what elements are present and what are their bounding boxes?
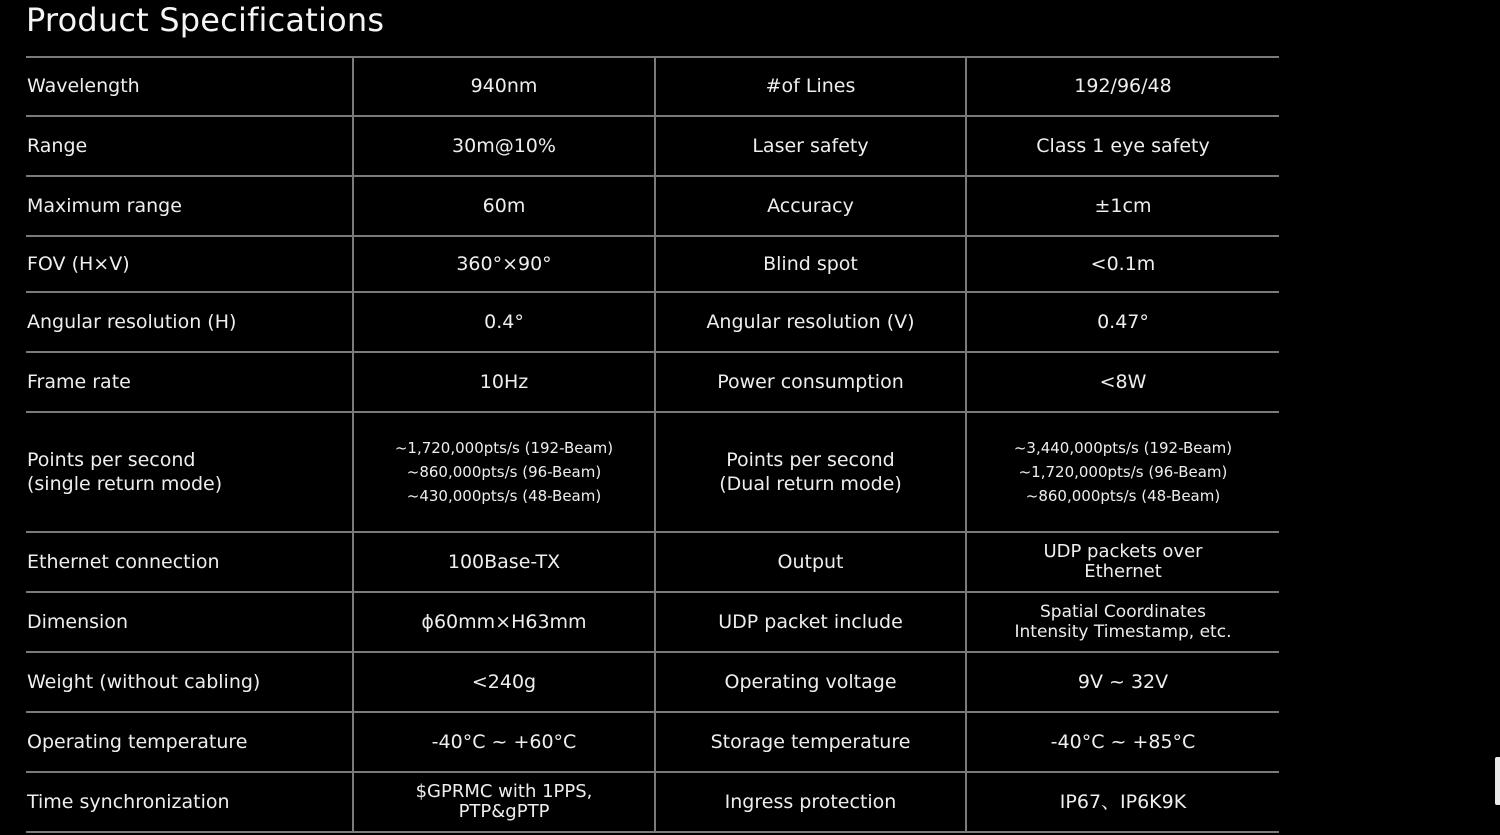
spec-value: ±1cm: [966, 176, 1279, 236]
spec-label: Operating voltage: [655, 652, 966, 712]
spec-label: Points per second (Dual return mode): [655, 412, 966, 532]
spec-value: Spatial Coordinates Intensity Timestamp, etc.: [966, 592, 1279, 652]
table-row: [26, 352, 1279, 412]
table-row: [26, 176, 1279, 236]
spec-label: Storage temperature: [655, 712, 966, 772]
table-row: [26, 652, 1279, 712]
spec-label: #of Lines: [655, 57, 966, 116]
table-row: [26, 712, 1279, 772]
spec-label: Power consumption: [655, 352, 966, 412]
spec-value: 30m@10%: [353, 116, 655, 176]
edge-overlay: [1495, 757, 1500, 805]
spec-label: Laser safety: [655, 116, 966, 176]
table-row: [26, 772, 1279, 832]
spec-value: ϕ60mm×H63mm: [353, 592, 655, 652]
spec-label: Weight (without cabling): [26, 652, 353, 712]
table-row: [26, 236, 1279, 292]
spec-label: FOV (H×V): [26, 236, 353, 292]
spec-label: Ingress protection: [655, 772, 966, 832]
table-row: [26, 116, 1279, 176]
table-row: [26, 57, 1279, 116]
spec-table: [26, 56, 1279, 833]
spec-label: Maximum range: [26, 176, 353, 236]
spec-label: Output: [655, 532, 966, 592]
spec-value: 360°×90°: [353, 236, 655, 292]
spec-value: ~3,440,000pts/s (192-Beam) ~1,720,000pts/s (96-Beam) ~860,000pts/s (48-Beam): [966, 412, 1279, 532]
page-title: Product Specifications: [26, 1, 385, 39]
spec-label: Frame rate: [26, 352, 353, 412]
spec-value: -40°C ~ +85°C: [966, 712, 1279, 772]
spec-value: 9V ~ 32V: [966, 652, 1279, 712]
spec-label: Points per second (single return mode): [26, 412, 353, 532]
spec-value: <8W: [966, 352, 1279, 412]
spec-value: 0.4°: [353, 292, 655, 352]
spec-value: $GPRMC with 1PPS, PTP&gPTP: [353, 772, 655, 832]
table-row: [26, 532, 1279, 592]
spec-label: Wavelength: [26, 57, 353, 116]
spec-label: Ethernet connection: [26, 532, 353, 592]
spec-label: Operating temperature: [26, 712, 353, 772]
spec-value: -40°C ~ +60°C: [353, 712, 655, 772]
spec-value: <240g: [353, 652, 655, 712]
spec-value: <0.1m: [966, 236, 1279, 292]
spec-value: 100Base-TX: [353, 532, 655, 592]
spec-value: Class 1 eye safety: [966, 116, 1279, 176]
spec-label: Accuracy: [655, 176, 966, 236]
spec-label: UDP packet include: [655, 592, 966, 652]
spec-label: Range: [26, 116, 353, 176]
spec-value: 192/96/48: [966, 57, 1279, 116]
spec-label: Dimension: [26, 592, 353, 652]
spec-value: 60m: [353, 176, 655, 236]
spec-label: Angular resolution (V): [655, 292, 966, 352]
spec-value: 940nm: [353, 57, 655, 116]
table-row: [26, 292, 1279, 352]
table-row: [26, 592, 1279, 652]
table-row: [26, 412, 1279, 532]
spec-value: 0.47°: [966, 292, 1279, 352]
spec-label: Time synchronization: [26, 772, 353, 832]
spec-value: ~1,720,000pts/s (192-Beam) ~860,000pts/s (96-Beam) ~430,000pts/s (48-Beam): [353, 412, 655, 532]
spec-value: UDP packets over Ethernet: [966, 532, 1279, 592]
spec-value: 10Hz: [353, 352, 655, 412]
spec-value: IP67、IP6K9K: [966, 772, 1279, 832]
spec-label: Angular resolution (H): [26, 292, 353, 352]
spec-label: Blind spot: [655, 236, 966, 292]
